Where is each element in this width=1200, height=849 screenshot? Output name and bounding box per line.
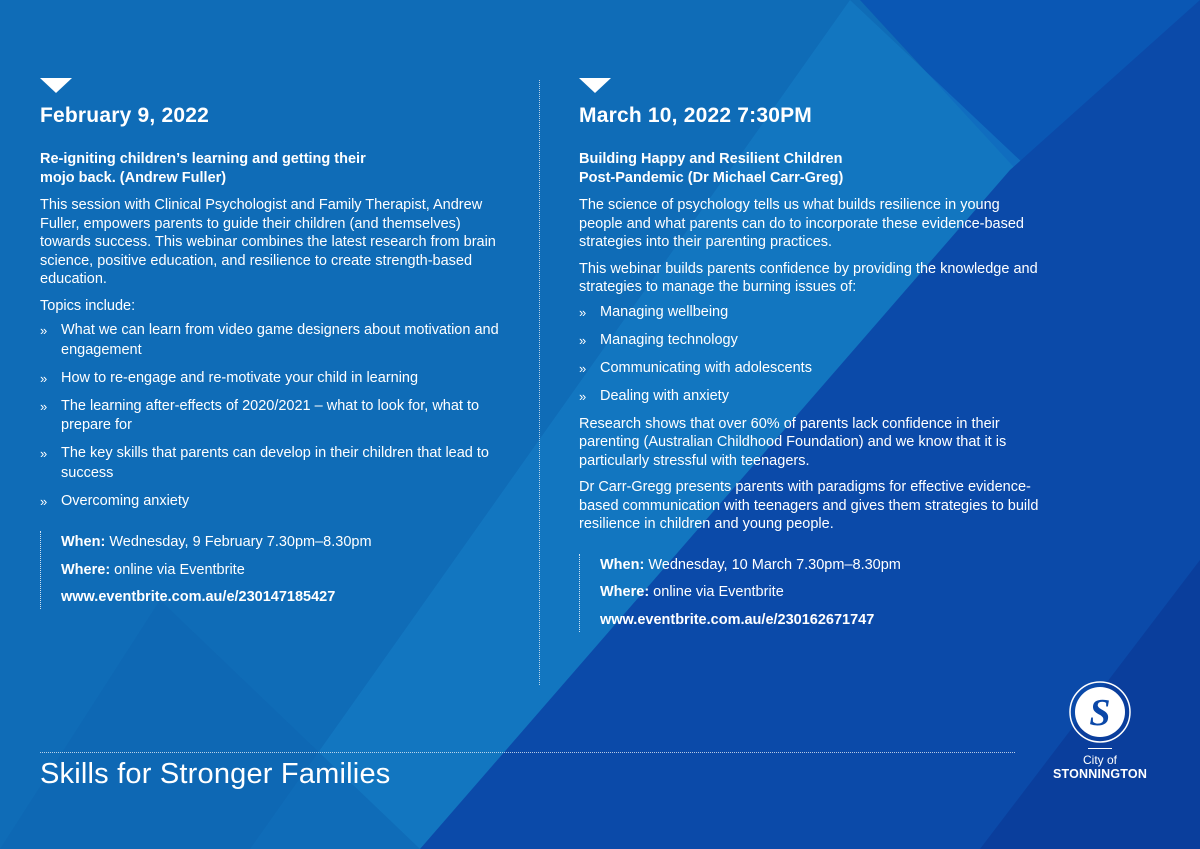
- when-value: Wednesday, 10 March 7.30pm–8.30pm: [644, 556, 901, 573]
- topic-text: Communicating with adolescents: [600, 359, 812, 376]
- topics-intro: Topics include:: [40, 297, 136, 314]
- where-label: Where:: [600, 584, 650, 600]
- when-line: [600, 556, 1039, 575]
- bullet-icon: »: [40, 323, 48, 338]
- list-item: [579, 359, 1039, 379]
- event-description: This session with Clinical Psychologist and Family Therapist, Andrew Fuller, empowers parents to guide their children (and themselves) towards success. This webinar combines the latest research from brain science, positive education, and resilience to create strength-based education.: [40, 197, 496, 287]
- eventbrite-link[interactable]: www.eventbrite.com.au/e/230147185427: [61, 589, 336, 605]
- bullet-icon: »: [40, 493, 48, 509]
- when-line: [61, 533, 510, 552]
- triangle-marker-icon: [40, 78, 72, 93]
- event-column-march: [579, 78, 1039, 632]
- bullet-icon: »: [579, 304, 587, 320]
- bullet-icon: »: [579, 360, 587, 376]
- bullet-icon: »: [579, 332, 587, 348]
- event-info-block: [40, 531, 510, 609]
- event-info-block: [579, 554, 1039, 632]
- topic-text: The learning after-effects of 2020/2021 – what to look for, what to prepare for: [61, 397, 480, 433]
- event-description: Research shows that over 60% of parents lack confidence in their parenting (Australian Childhood Foundation) and we know that it is particularly stressful with teenagers.: [579, 415, 1007, 469]
- logo-letter: S: [1089, 692, 1111, 734]
- list-item: [579, 387, 1039, 407]
- topic-text: Managing technology: [600, 331, 738, 348]
- logo-name: STONNINGTON: [1052, 767, 1148, 781]
- event-description: Dr Carr-Gregg presents parents with paradigms for effective evidence-based communication with teenagers and gives them strategies to build resilience in children and young people.: [579, 479, 1039, 532]
- headline-line: Building Happy and Resilient Children: [579, 151, 843, 167]
- topics-list: [579, 303, 1039, 407]
- where-value: online via Eventbrite: [110, 561, 245, 578]
- list-item: [579, 331, 1039, 351]
- logo-city-of: City of: [1082, 753, 1117, 767]
- headline-line: mojo back. (Andrew Fuller): [40, 170, 227, 186]
- list-item: [40, 321, 510, 360]
- bullet-icon: »: [40, 370, 48, 386]
- logo-rule: [1088, 748, 1112, 749]
- where-label: Where:: [61, 561, 111, 578]
- list-item: [579, 303, 1039, 323]
- when-value: Wednesday, 9 February 7.30pm–8.30pm: [105, 534, 372, 550]
- event-headline: [579, 150, 1039, 188]
- when-label: When:: [61, 534, 106, 550]
- stonnington-s-icon: [1068, 680, 1132, 744]
- event-headline: [40, 150, 510, 188]
- eventbrite-link[interactable]: www.eventbrite.com.au/e/230162671747: [600, 611, 875, 628]
- footer-divider: [40, 752, 1015, 753]
- topic-text: Overcoming anxiety: [61, 492, 190, 509]
- topic-text: The key skills that parents can develop in their children that lead to success: [61, 445, 489, 481]
- headline-line: Re-igniting children’s learning and getting their: [40, 151, 366, 167]
- city-logo: [1050, 680, 1150, 800]
- topic-text: Dealing with anxiety: [600, 387, 729, 404]
- where-line: [61, 561, 510, 580]
- event-date: March 10, 2022 7:30PM: [579, 104, 812, 127]
- where-value: online via Eventbrite: [649, 584, 784, 600]
- topic-text: Managing wellbeing: [600, 303, 729, 320]
- event-description: This webinar builds parents confidence by providing the knowledge and strategies to manage the burning issues of:: [579, 260, 1038, 295]
- event-description: The science of psychology tells us what builds resilience in young people and what parents can do to incorporate these evidence-based strategies into their parenting practices.: [579, 197, 1024, 250]
- event-date: February 9, 2022: [40, 104, 209, 127]
- where-line: [600, 583, 1039, 602]
- list-item: [40, 444, 510, 483]
- topic-text: What we can learn from video game designers about motivation and engagement: [61, 322, 499, 358]
- footer-title: Skills for Stronger Families: [40, 758, 391, 790]
- topics-list: [40, 321, 510, 511]
- when-label: When:: [600, 556, 645, 573]
- column-divider: [539, 80, 540, 685]
- headline-line: Post-Pandemic (Dr Michael Carr-Greg): [579, 170, 844, 186]
- list-item: [40, 369, 510, 389]
- event-column-february: [40, 78, 510, 609]
- bullet-icon: »: [40, 398, 48, 414]
- topic-text: How to re-engage and re-motivate your child in learning: [61, 369, 419, 386]
- bullet-icon: »: [579, 388, 587, 404]
- bullet-icon: »: [40, 446, 48, 461]
- list-item: [40, 492, 510, 512]
- list-item: [40, 397, 510, 436]
- triangle-marker-icon: [579, 78, 611, 93]
